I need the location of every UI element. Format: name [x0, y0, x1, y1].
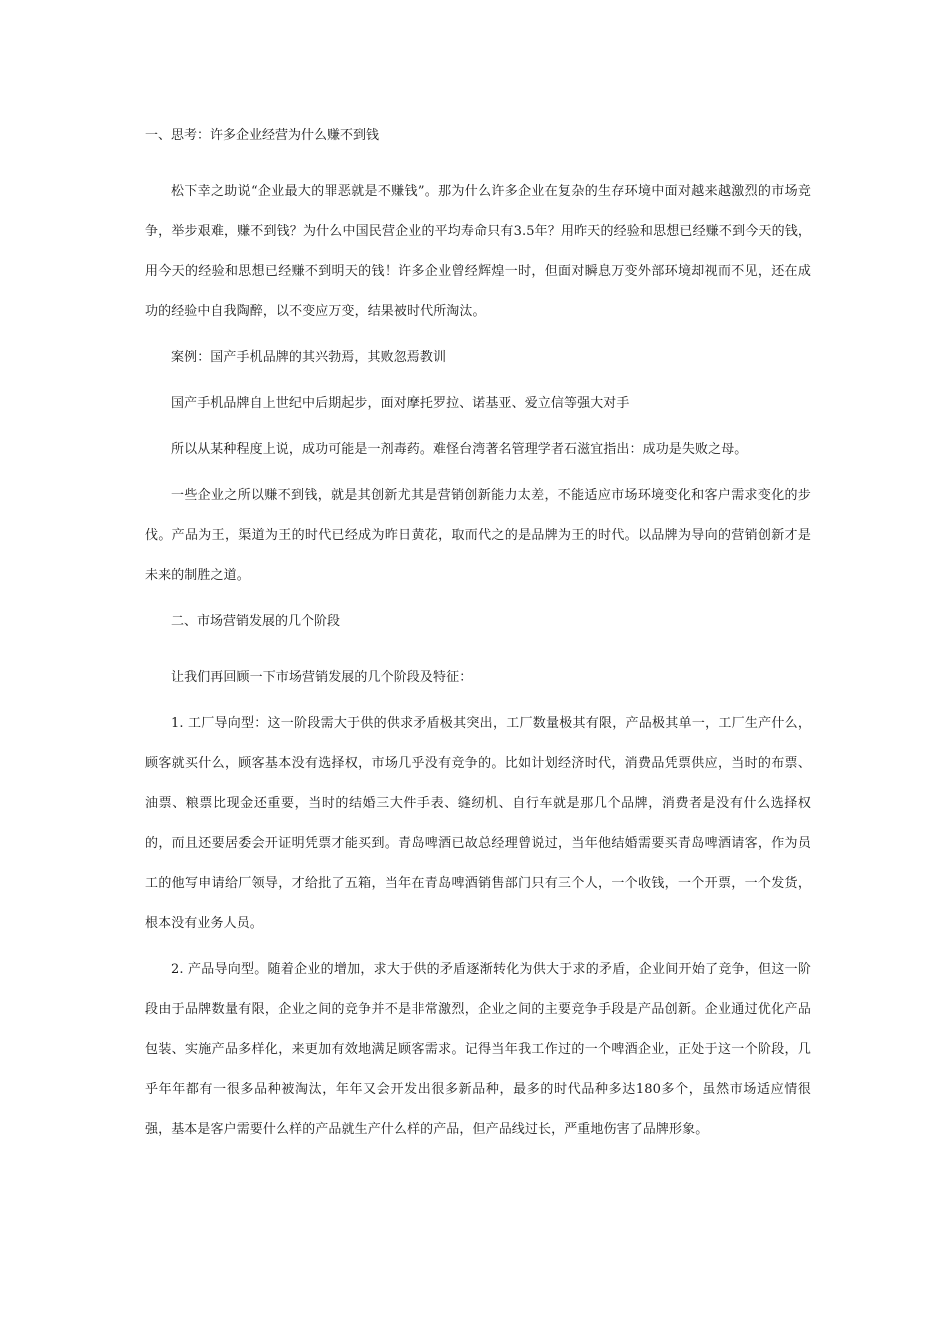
paragraph-7: 1. 工厂导向型：这一阶段需大于供的供求矛盾极其突出，工厂数量极其有限，产品极其单一，工厂生产什么，顾客就买什么，顾客基本没有选择权，市场几乎没有竞争的。比如计划经济时代，消费品凭票供应，当时的布票、油票、粮票比现金还重要，当时的结婚三大件手表、缝纫机、自行车就是那几个品牌，消费者是没有什么选择权的，而且还要居委会开证明凭票才能买到。青岛啤酒已故总经理曾说过，当年他结婚需要买青岛啤酒请客，作为员工的他写申请给厂领导，才给批了五箱，当年在青岛啤酒销售部门只有三个人，一个收钱，一个开票，一个发货，根本没有业务人员。	[145, 716, 811, 931]
paragraph-4: 所以从某种程度上说，成功可能是一剂毒药。难怪台湾著名管理学者石滋宜指出：成功是失败之母。	[171, 442, 748, 457]
document-page	[145, 126, 811, 1166]
paragraph-1: 松下幸之助说“企业最大的罪恶就是不赚钱”。那为什么许多企业在复杂的生存环境中面对越来越激烈的市场竞争，举步艰难，赚不到钱？为什么中国民营企业的平均寿命只有3.5年？用昨天的经验和思想已经赚不到今天的钱，用今天的经验和思想已经赚不到明天的钱！许多企业曾经辉煌一时，但面对瞬息万变外部环境却视而不见，还在成功的经验中自我陶醉，以不变应万变，结果被时代所淘汰。	[145, 184, 811, 319]
paragraph-3: 国产手机品牌自上世纪中后期起步，面对摩托罗拉、诺基亚、爱立信等强大对手	[171, 396, 630, 411]
section-1-title: 一、思考：许多企业经营为什么赚不到钱	[145, 128, 380, 143]
paragraph-8: 2. 产品导向型。随着企业的增加，求大于供的矛盾逐渐转化为供大于求的矛盾，企业间开始了竞争，但这一阶段由于品牌数量有限，企业之间的竞争并不是非常激烈，企业之间的主要竞争手段是产品创新。企业通过优化产品包装、实施产品多样化，来更加有效地满足顾客需求。记得当年我工作过的一个啤酒企业，正处于这一个阶段，几乎年年都有一很多品种被淘汰，年年又会开发出很多新品种，最多的时代品种多达180多个，虽然市场适应情很强，基本是客户需要什么样的产品就生产什么样的产品，但产品线过长，严重地伤害了品牌形象。	[145, 962, 811, 1137]
paragraph-6: 让我们再回顾一下市场营销发展的几个阶段及特征：	[171, 670, 473, 685]
paragraph-2: 案例：国产手机品牌的其兴勃焉，其败忽焉教训	[171, 350, 447, 365]
section-2-title: 二、市场营销发展的几个阶段	[171, 614, 341, 629]
paragraph-5: 一些企业之所以赚不到钱，就是其创新尤其是营销创新能力太差，不能适应市场环境变化和客户需求变化的步伐。产品为王，渠道为王的时代已经成为昨日黄花，取而代之的是品牌为王的时代。以品牌为导向的营销创新才是未来的制胜之道。	[145, 488, 811, 583]
